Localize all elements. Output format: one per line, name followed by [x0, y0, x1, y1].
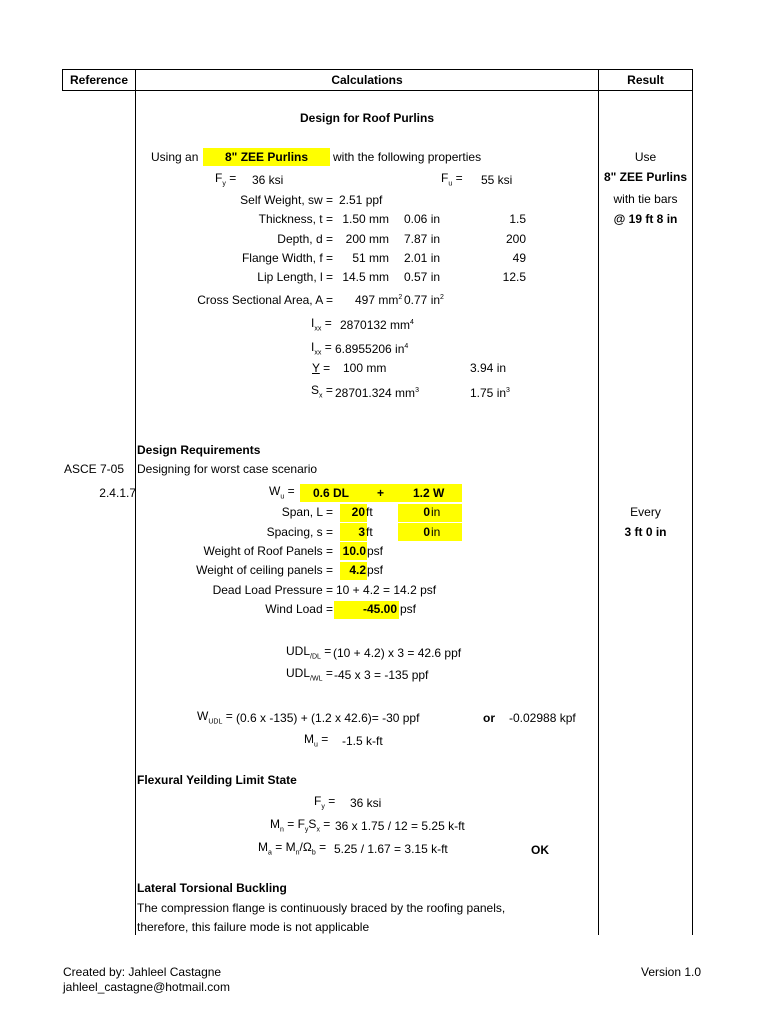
header-calculations: Calculations	[331, 73, 403, 87]
ltb-line-1: The compression flange is continuously braced by the roofing panels,	[137, 901, 506, 915]
result-tie-spacing: @ 19 ft 8 in	[613, 212, 678, 226]
spacing-ft-unit: ft	[366, 525, 373, 539]
section-title: Design for Roof Purlins	[299, 111, 434, 125]
table-right-border	[692, 69, 693, 935]
span-label: Span, L =	[281, 505, 333, 519]
depth-label: Depth, d =	[277, 232, 333, 246]
udl-dl-label: $UDL_{/DL}$ =	[286, 644, 332, 661]
wu-label: $W_u$ =	[269, 484, 295, 501]
flange-mm: 51 mm	[352, 251, 389, 265]
ceiling-panels-label: Weight of ceiling panels =	[196, 563, 333, 577]
result-tie-bars: with tie bars	[613, 192, 678, 206]
reference-column-divider	[135, 69, 136, 935]
self-weight-value: 2.51 ppf	[339, 193, 383, 207]
spacing-ft: 3	[358, 525, 365, 539]
dead-load-value: 10 + 4.2 = 14.2 psf	[336, 583, 437, 597]
wudl-value: (0.6 x -135) + (1.2 x 42.6)= -30 ppf	[236, 711, 420, 725]
roof-panels-unit: psf	[367, 544, 384, 558]
result-purlin-type: 8" ZEE Purlins	[603, 170, 688, 184]
lip-mm: 14.5 mm	[342, 270, 389, 284]
thickness-mm: 1.50 mm	[342, 212, 389, 226]
ma-value: 5.25 / 1.67 = 3.15 k-ft	[334, 842, 448, 856]
ceiling-panels-unit: psf	[367, 563, 384, 577]
result-every-spacing: 3 ft 0 in	[624, 525, 667, 539]
wu-dl: 0.6 DL	[313, 486, 350, 500]
sx-label: $S_x$ =	[311, 383, 333, 400]
ybar-label: Y =	[312, 361, 331, 375]
wudl-kpf: -0.02988 kpf	[509, 711, 576, 725]
result-use: Use	[634, 150, 657, 164]
spacing-in-unit: in	[431, 525, 441, 539]
udl-wl-value: -45 x 3 = -135 ppf	[334, 668, 429, 682]
dead-load-label: Dead Load Pressure =	[212, 583, 333, 597]
wudl-or: or	[483, 711, 495, 725]
area-mm: 497 $mm^2$	[355, 293, 403, 307]
sx-mm: 28701.324 $mm^3$	[335, 386, 419, 400]
lip-raw: 12.5	[502, 270, 526, 284]
result-every: Every	[630, 505, 661, 519]
flexural-fy-value: 36 ksi	[350, 796, 382, 810]
spacing-in: 0	[423, 525, 430, 539]
ok-status: OK	[531, 843, 549, 857]
thickness-raw: 1.5	[509, 212, 526, 226]
wind-load-value: -45.00	[362, 602, 397, 616]
wu-w: 1.2 W	[413, 486, 445, 500]
footer-version: Version 1.0	[641, 965, 702, 979]
area-label: Cross Sectional Area, A =	[197, 293, 333, 307]
sx-in: 1.75 $in^3$	[470, 386, 510, 400]
roof-panels-label: Weight of Roof Panels =	[203, 544, 333, 558]
ltb-heading: Lateral Torsional Buckling	[137, 881, 287, 895]
flexural-heading: Flexural Yeilding Limit State	[137, 773, 297, 787]
flexural-fy-label: $F_y$ =	[314, 794, 336, 811]
mn-formula: $M_n = F_yS_x$ =	[270, 817, 331, 834]
wudl-label: $W_{UDL}$ =	[197, 709, 233, 726]
footer-email: jahleel_castagne@hotmail.com	[63, 980, 230, 994]
flange-in: 2.01 in	[404, 251, 441, 265]
lip-label: Lip Length, l =	[257, 270, 333, 284]
ixx-mm-label: $I_{xx}$ =	[311, 316, 332, 333]
lip-in: 0.57 in	[404, 270, 441, 284]
ybar-in: 3.94 in	[470, 361, 507, 375]
header-reference: Reference	[69, 73, 129, 87]
flange-raw: 49	[512, 251, 526, 265]
depth-in: 7.87 in	[404, 232, 441, 246]
span-in: 0	[423, 505, 430, 519]
roof-panels-value: 10.0	[342, 544, 366, 558]
spacing-label: Spacing, s =	[266, 525, 333, 539]
fy-label: $F_y$ =	[215, 171, 237, 188]
thickness-in: 0.06 in	[404, 212, 441, 226]
ixx-mm-value: 2870132 $mm^4$	[340, 318, 414, 332]
span-ft: 20	[351, 505, 365, 519]
mn-value: 36 x 1.75 / 12 = 5.25 k-ft	[335, 819, 465, 833]
span-in-unit: in	[431, 505, 441, 519]
purlin-type: 8" ZEE Purlins	[225, 150, 309, 164]
reference-section: 2.4.1.7	[99, 486, 136, 500]
mu-label: $M_u$ =	[304, 732, 329, 749]
fy-value: 36 ksi	[252, 173, 284, 187]
footer-created-by: Created by: Jahleel Castagne	[63, 965, 222, 979]
depth-mm: 200 mm	[345, 232, 389, 246]
ybar-mm: 100 mm	[343, 361, 387, 375]
flange-label: Flange Width, f =	[241, 251, 333, 265]
fu-label: $F_u$ =	[441, 171, 463, 188]
reference-asce: ASCE 7-05	[64, 462, 125, 476]
ixx-in-value: 6.8955206 $in^4$	[335, 342, 409, 356]
with-following-text: with the following properties	[333, 150, 482, 164]
design-requirements-heading: Design Requirements	[137, 443, 261, 457]
span-ft-unit: ft	[366, 505, 373, 519]
ma-formula: $M_a = M_n/\Omega_b$ =	[258, 840, 327, 857]
wind-load-label: Wind Load =	[265, 602, 333, 616]
wu-plus: +	[377, 486, 385, 500]
thickness-label: Thickness, t =	[258, 212, 333, 226]
ixx-in-label: $I_{xx}$ =	[311, 340, 332, 357]
ceiling-panels-value: 4.2	[349, 563, 366, 577]
worst-case-text: Designing for worst case scenario	[137, 462, 318, 476]
using-an-text: Using an	[151, 150, 199, 164]
ltb-line-2: therefore, this failure mode is not applicable	[137, 920, 370, 934]
wind-load-unit: psf	[400, 602, 417, 616]
header-result: Result	[627, 73, 664, 87]
fu-value: 55 ksi	[481, 173, 513, 187]
depth-raw: 200	[505, 232, 526, 246]
udl-wl-label: $UDL_{/WL}$ =	[286, 666, 333, 683]
mu-value: -1.5 k-ft	[342, 734, 383, 748]
area-in: 0.77 $in^2$	[404, 293, 444, 307]
self-weight-label: Self Weight, sw =	[240, 193, 333, 207]
udl-dl-value: (10 + 4.2) x 3 = 42.6 ppf	[333, 646, 462, 660]
